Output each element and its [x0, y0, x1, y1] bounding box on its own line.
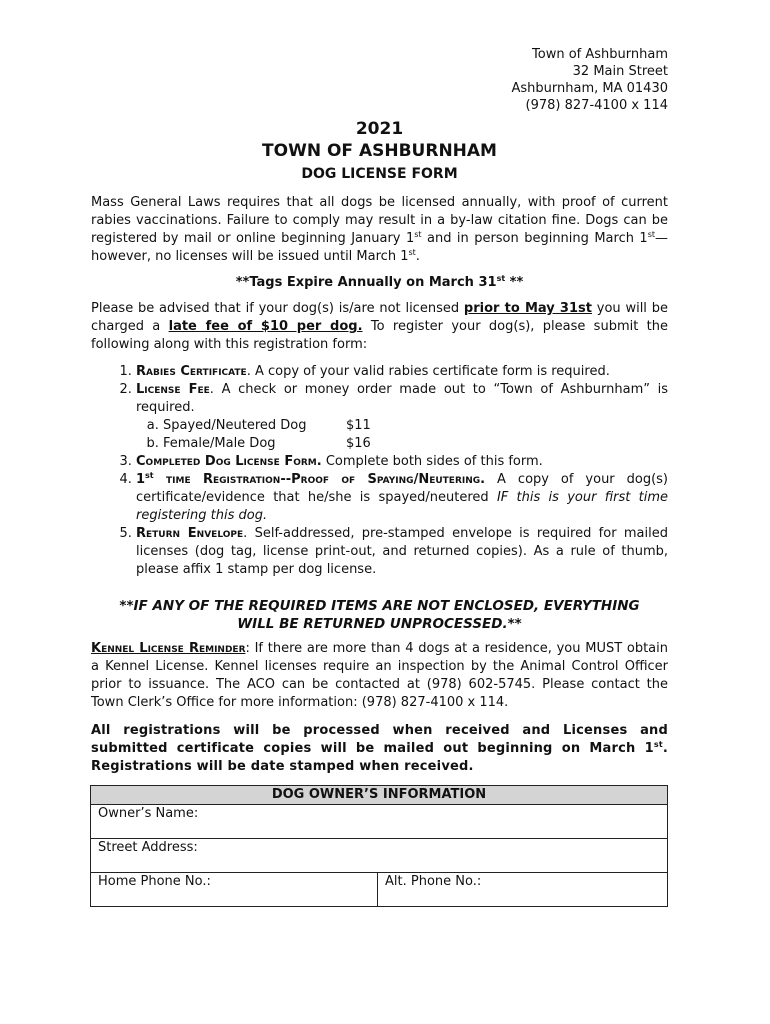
fee-price: $16: [346, 436, 371, 451]
owner-name-field[interactable]: [91, 805, 668, 839]
processing-notice: All registrations will be processed when received and Licenses and submitted certificate copies will be mailed out beginning on March 1st. Registrations will be date stamped when received.: [91, 723, 668, 774]
home-phone-field[interactable]: [91, 873, 378, 907]
form-year: 2021: [355, 119, 404, 139]
kennel-reminder-title: Kennel License Reminder: [91, 641, 246, 656]
requirements-list: [91, 363, 668, 579]
town-address-block: [91, 46, 668, 114]
address-line: 32 Main Street: [572, 64, 668, 79]
fee-price: $11: [346, 418, 371, 433]
address-line: Ashburnham, MA 01430: [511, 81, 668, 96]
deadline-text: prior to May 31st: [463, 301, 592, 316]
requirement-envelope: 5. Return Envelope. Self-addressed, pre-stamped envelope is required for mailed licenses (dog tag, license print-out, and returned copies). As a rule of thumb, please affix 1 stamp per dog license.: [136, 525, 668, 579]
street-address-label: Street Address:: [98, 840, 198, 855]
town-title: TOWN OF ASHBURNHAM: [262, 141, 497, 161]
address-line: Town of Ashburnham: [532, 47, 668, 62]
owner-info-header: DOG OWNER’S INFORMATION: [91, 786, 668, 805]
alt-phone-field[interactable]: [378, 873, 668, 907]
requirement-form: 3. Completed Dog License Form. Complete both sides of this form.: [136, 453, 668, 471]
intro-paragraph: Mass General Laws requires that all dogs be licensed annually, with proof of current rabies vaccinations. Failure to comply may result in a by-law citation fine. Dogs can be registered by mail or online beginning January 1st and in person beginning March 1st—however, no licenses will be issued until March 1st.: [91, 195, 668, 264]
late-fee-text: late fee of $10 per dog.: [168, 319, 363, 334]
dog-license-form-page: [91, 46, 668, 907]
fee-item: b. Female/Male Dog $16: [163, 435, 668, 453]
late-fee-paragraph: Please be advised that if your dog(s) is/are not licensed prior to May 31st you will be charged a late fee of $10 per dog. To register your dog(s), please submit the following along with this registration form:: [91, 301, 668, 352]
requirement-rabies: 1. Rabies Certificate. A copy of your valid rabies certificate form is required.: [136, 363, 668, 381]
fee-list: [136, 417, 668, 453]
tags-expire-notice: **Tags Expire Annually on March 31st **: [235, 274, 524, 290]
form-title: DOG LICENSE FORM: [301, 166, 458, 182]
home-phone-label: Home Phone No.:: [98, 874, 211, 889]
owner-name-label: Owner’s Name:: [98, 806, 199, 821]
alt-phone-label: Alt. Phone No.:: [385, 874, 482, 889]
fee-item: a. Spayed/Neutered Dog $11: [163, 417, 668, 435]
requirement-spay-proof: 4. 1st time Registration--Proof of Spaying/Neutering. A copy of your dog(s) certificate/evidence that he/she is spayed/neutered IF this is your first time registering this dog.: [136, 471, 668, 525]
warning-notice: **IF ANY OF THE REQUIRED ITEMS ARE NOT ENCLOSED, EVERYTHING WILL BE RETURNED UNPROCESSED.**: [119, 598, 640, 632]
requirement-fee: 2. License Fee. A check or money order made out to “Town of Ashburnham” is required. a. Spayed/Neutered Dog $11 b. Female/Male Dog $16: [136, 381, 668, 453]
owner-info-table: [90, 785, 668, 907]
street-address-field[interactable]: [91, 839, 668, 873]
kennel-reminder: Kennel License Reminder: If there are more than 4 dogs at a residence, you MUST obtain a Kennel License. Kennel licenses require an inspection by the Animal Control Officer prior to issuance. The ACO can be contacted at (978) 602-5745. Please contact the Town Clerk’s Office for more information: (978) 827-4100 x 114.: [91, 641, 668, 710]
address-line: (978) 827-4100 x 114: [525, 98, 668, 113]
